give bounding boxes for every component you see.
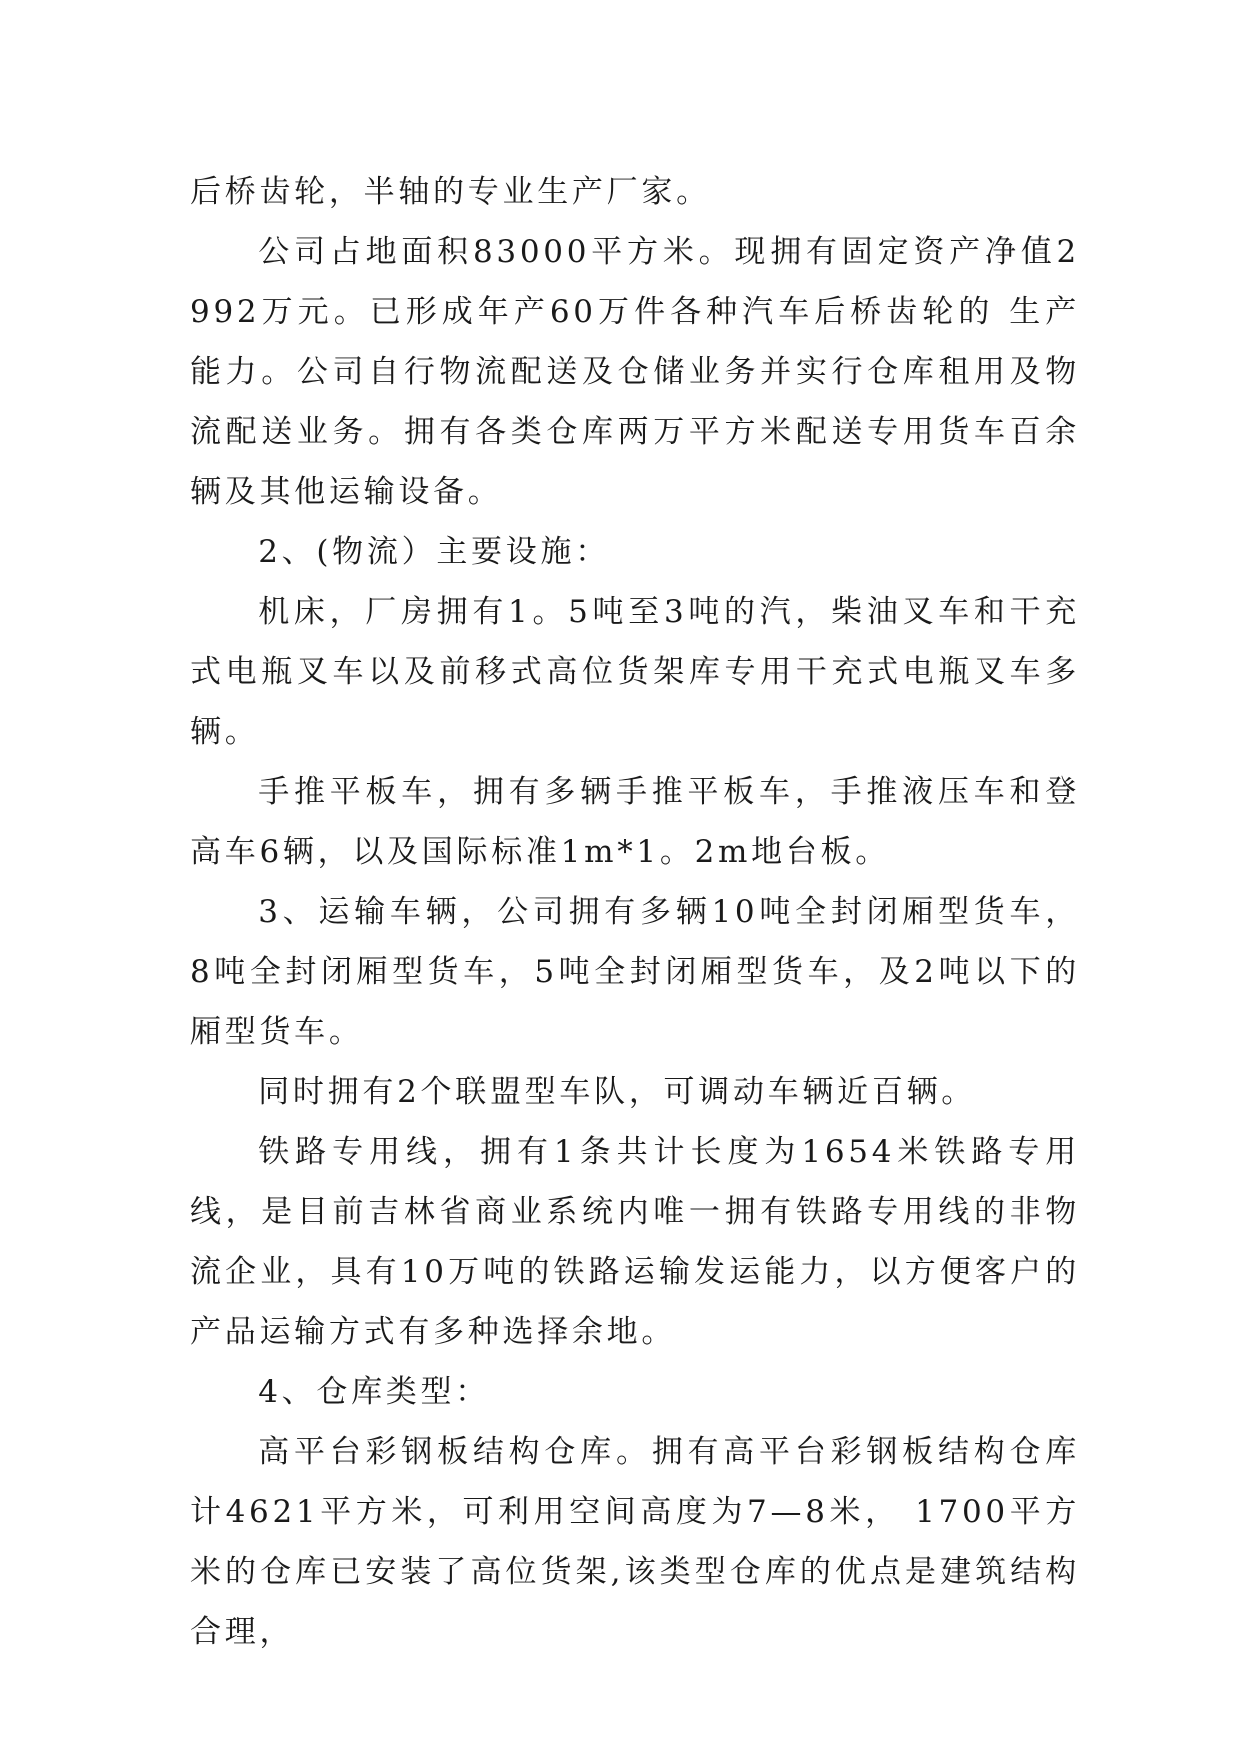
paragraph-company-overview: 公司占地面积83000平方米。现拥有固定资产净值2992万元。已形成年产60万件各种汽车后桥齿轮的 生产能力。公司自行物流配送及仓储业务并实行仓库租用及物流配送业务。拥有各类仓库两万平方米配送专用货车百余辆及其他运输设备。 (190, 234, 1080, 510)
document-body (190, 162, 1080, 1662)
section-heading-warehouse-types: 4、仓库类型： (258, 1374, 490, 1410)
paragraph-continuation: 后桥齿轮，半轴的专业生产厂家。 (190, 174, 711, 210)
paragraph-alliance-fleet: 同时拥有2个联盟型车队，可调动车辆近百辆。 (258, 1074, 977, 1110)
paragraph-forklifts: 机床，厂房拥有1。5吨至3吨的汽，柴油叉车和干充式电瓶叉车以及前移式高位货架库专用干充式电瓶叉车多辆。 (190, 594, 1080, 750)
paragraph-steel-warehouse: 高平台彩钢板结构仓库。拥有高平台彩钢板结构仓库计4621平方米，可利用空间高度为7—8米， 1700平方米的仓库已安装了高位货架,该类型仓库的优点是建筑结构合理， (190, 1434, 1080, 1650)
paragraph-transport-vehicles: 3、运输车辆，公司拥有多辆10吨全封闭厢型货车，8吨全封闭厢型货车，5吨全封闭厢型货车，及2吨以下的厢型货车。 (190, 894, 1080, 1050)
paragraph-hand-carts: 手推平板车，拥有多辆手推平板车，手推液压车和登高车6辆，以及国际标准1m*1。2m地台板。 (190, 774, 1080, 870)
paragraph-railway-line: 铁路专用线，拥有1条共计长度为1654米铁路专用线，是目前吉林省商业系统内唯一拥有铁路专用线的非物流企业，具有10万吨的铁路运输发运能力，以方便客户的产品运输方式有多种选择余地。 (190, 1134, 1080, 1350)
section-heading-logistics-facilities: 2、(物流）主要设施： (258, 534, 610, 570)
